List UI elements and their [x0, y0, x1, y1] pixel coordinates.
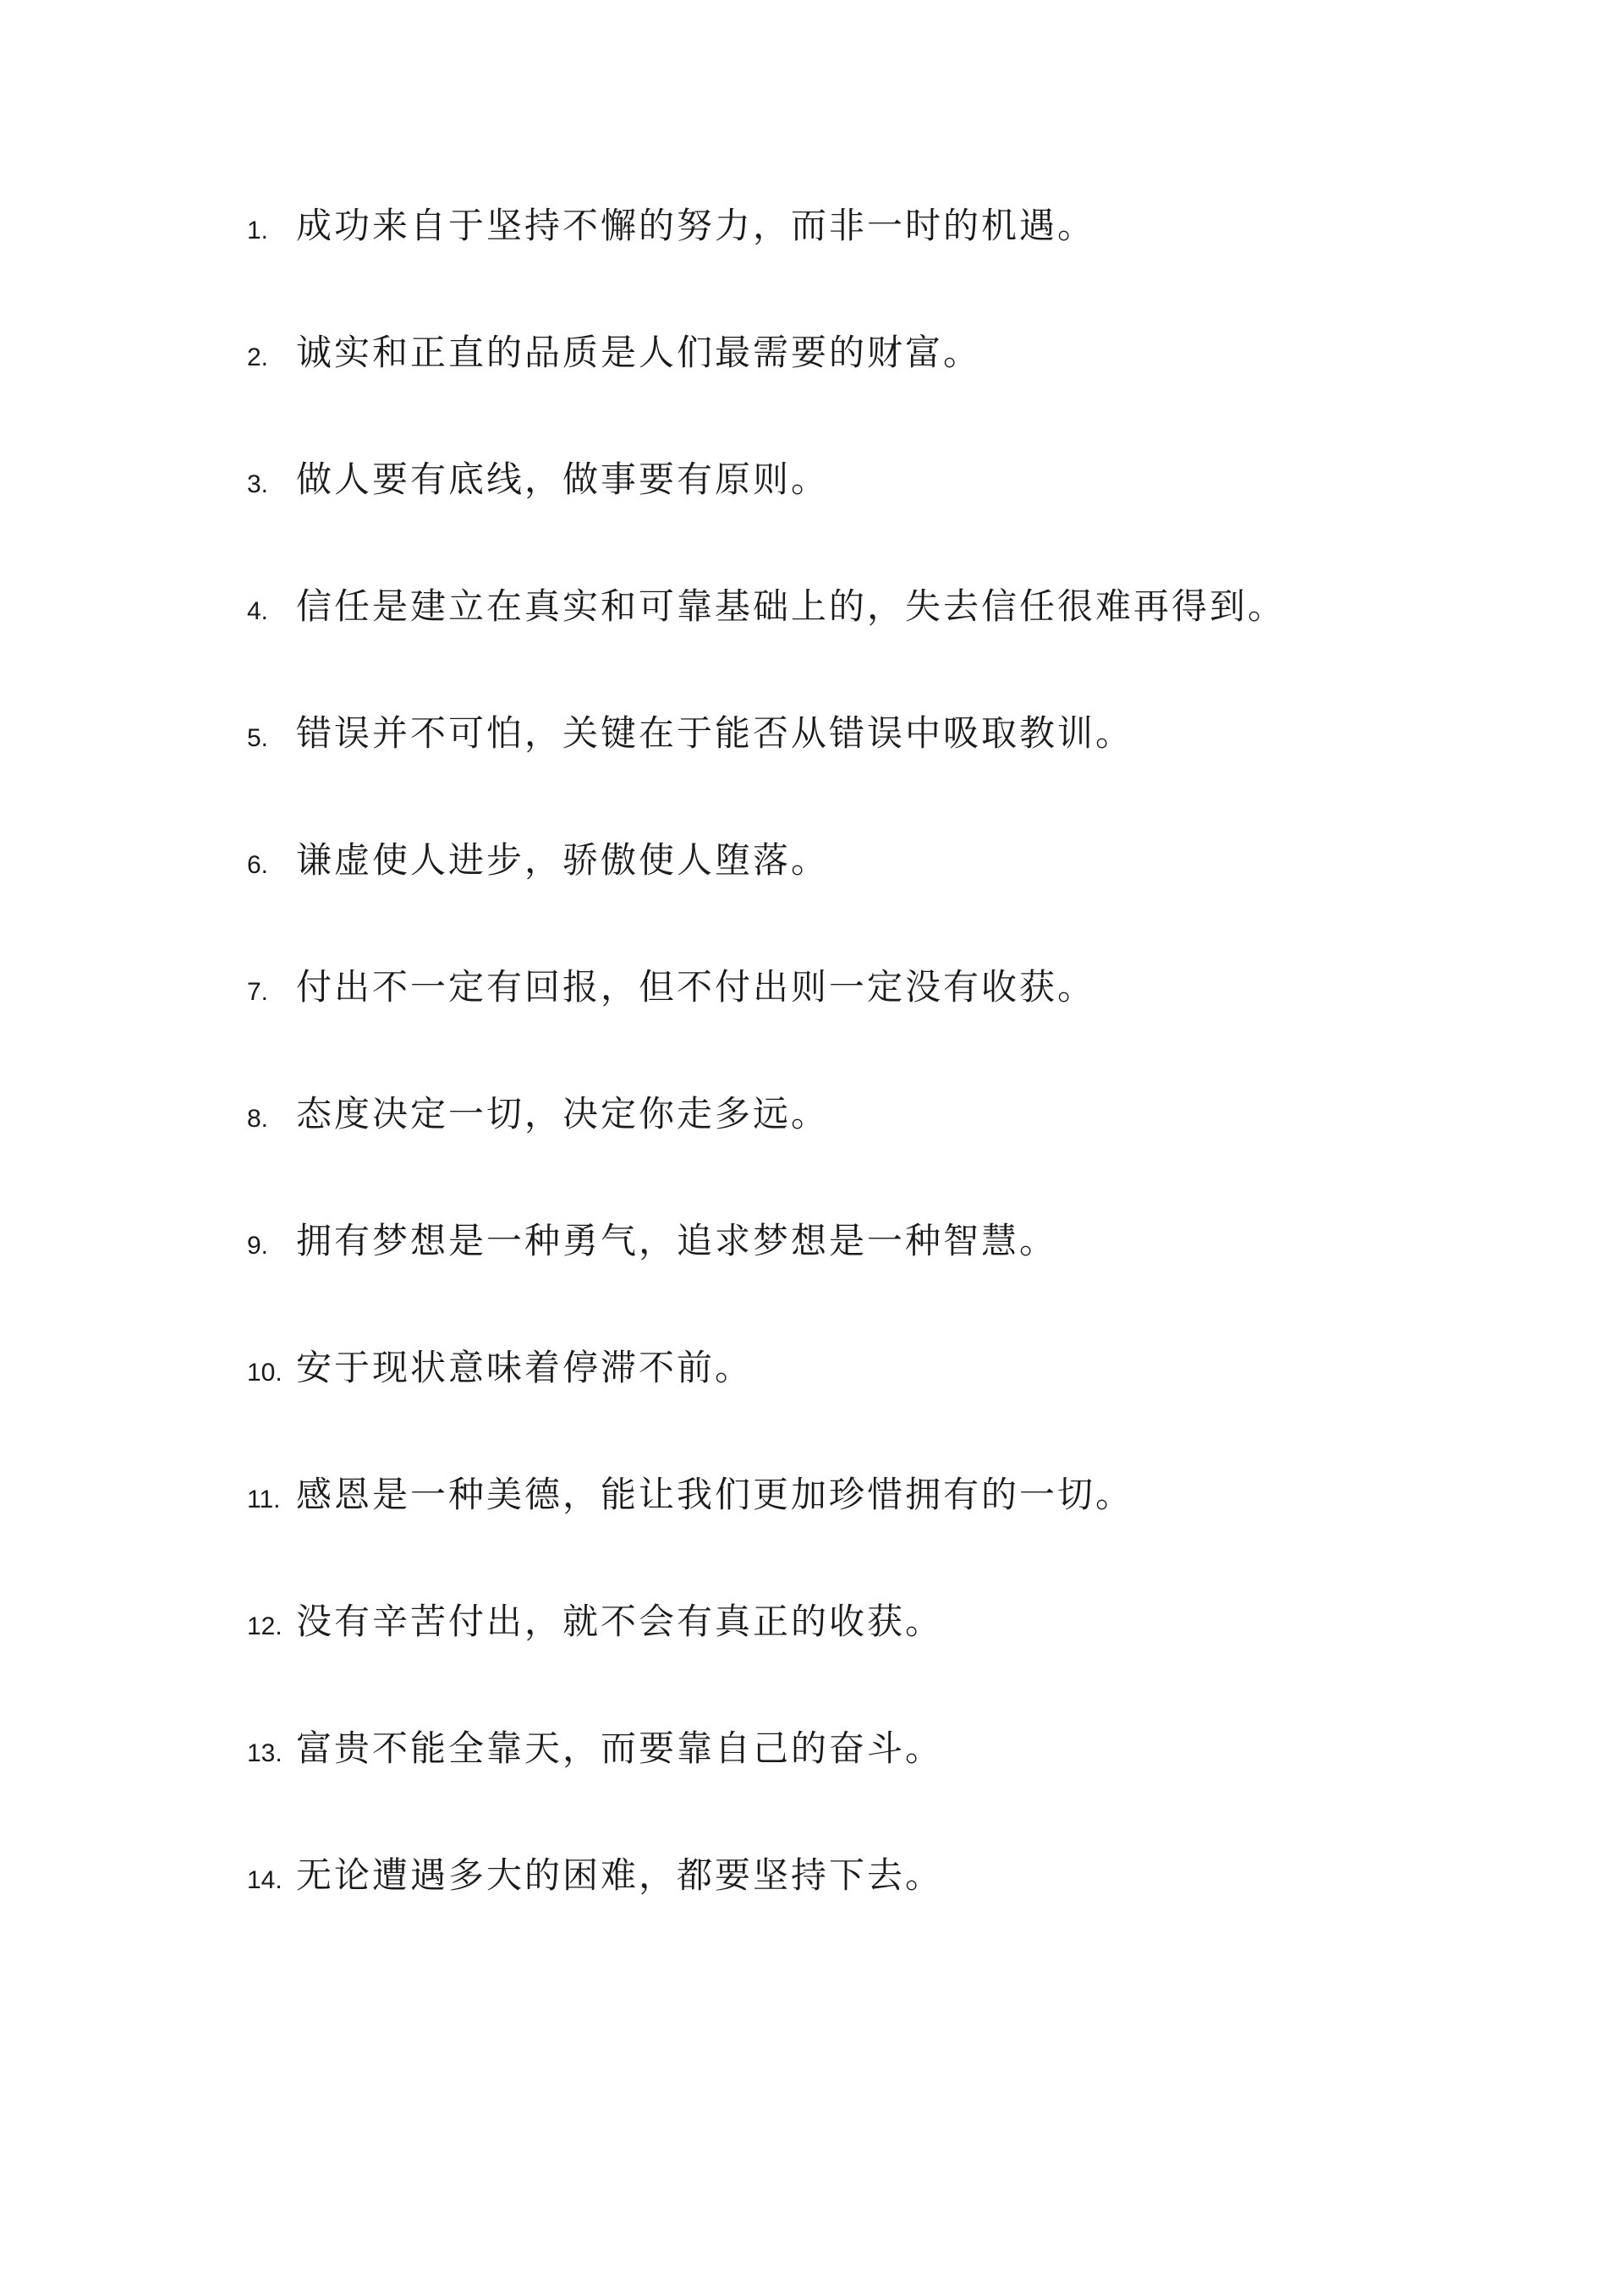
list-item — [247, 579, 1516, 706]
item-number: 9. — [247, 1232, 269, 1260]
item-number: 13. — [247, 1739, 283, 1767]
item-number: 5. — [247, 724, 269, 752]
item-text: 无论遭遇多大的困难，都要坚持下去。 — [296, 1854, 944, 1896]
item-text: 成功来自于坚持不懈的努力，而非一时的机遇。 — [296, 205, 1096, 246]
item-number: 1. — [247, 217, 269, 244]
list-item — [247, 1213, 1516, 1340]
list-item — [247, 325, 1516, 452]
item-text: 拥有梦想是一种勇气，追求梦想是一种智慧。 — [296, 1220, 1058, 1261]
item-text: 安于现状意味着停滞不前。 — [296, 1347, 754, 1388]
list-item — [247, 1848, 1516, 1975]
item-number: 3. — [247, 470, 269, 498]
item-number: 12. — [247, 1612, 283, 1640]
item-text: 做人要有底线，做事要有原则。 — [296, 459, 830, 500]
item-number: 7. — [247, 978, 269, 1006]
list-item — [247, 1721, 1516, 1848]
item-number: 8. — [247, 1105, 269, 1133]
list-item — [247, 198, 1516, 325]
list-item — [247, 1086, 1516, 1213]
list-item — [247, 959, 1516, 1086]
item-number: 2. — [247, 343, 269, 371]
quote-list — [247, 198, 1516, 1975]
list-item — [247, 1340, 1516, 1467]
list-item — [247, 1467, 1516, 1594]
item-text: 付出不一定有回报，但不付出则一定没有收获。 — [296, 966, 1096, 1008]
item-text: 信任是建立在真实和可靠基础上的，失去信任很难再得到。 — [296, 585, 1287, 627]
item-text: 富贵不能全靠天，而要靠自己的奋斗。 — [296, 1727, 944, 1769]
item-number: 6. — [247, 851, 269, 879]
item-number: 11. — [247, 1486, 281, 1513]
item-text: 态度决定一切，决定你走多远。 — [296, 1093, 830, 1134]
item-number: 14. — [247, 1866, 283, 1894]
item-number: 4. — [247, 597, 269, 625]
list-item — [247, 452, 1516, 579]
item-text: 没有辛苦付出，就不会有真正的收获。 — [296, 1601, 944, 1642]
list-item — [247, 706, 1516, 832]
list-item — [247, 832, 1516, 959]
list-item — [247, 1594, 1516, 1721]
item-text: 谦虚使人进步，骄傲使人堕落。 — [296, 839, 830, 881]
item-text: 错误并不可怕，关键在于能否从错误中吸取教训。 — [296, 712, 1134, 754]
item-text: 诚实和正直的品质是人们最需要的财富。 — [296, 332, 982, 373]
item-number: 10. — [247, 1359, 283, 1387]
item-text: 感恩是一种美德，能让我们更加珍惜拥有的一切。 — [296, 1474, 1134, 1515]
